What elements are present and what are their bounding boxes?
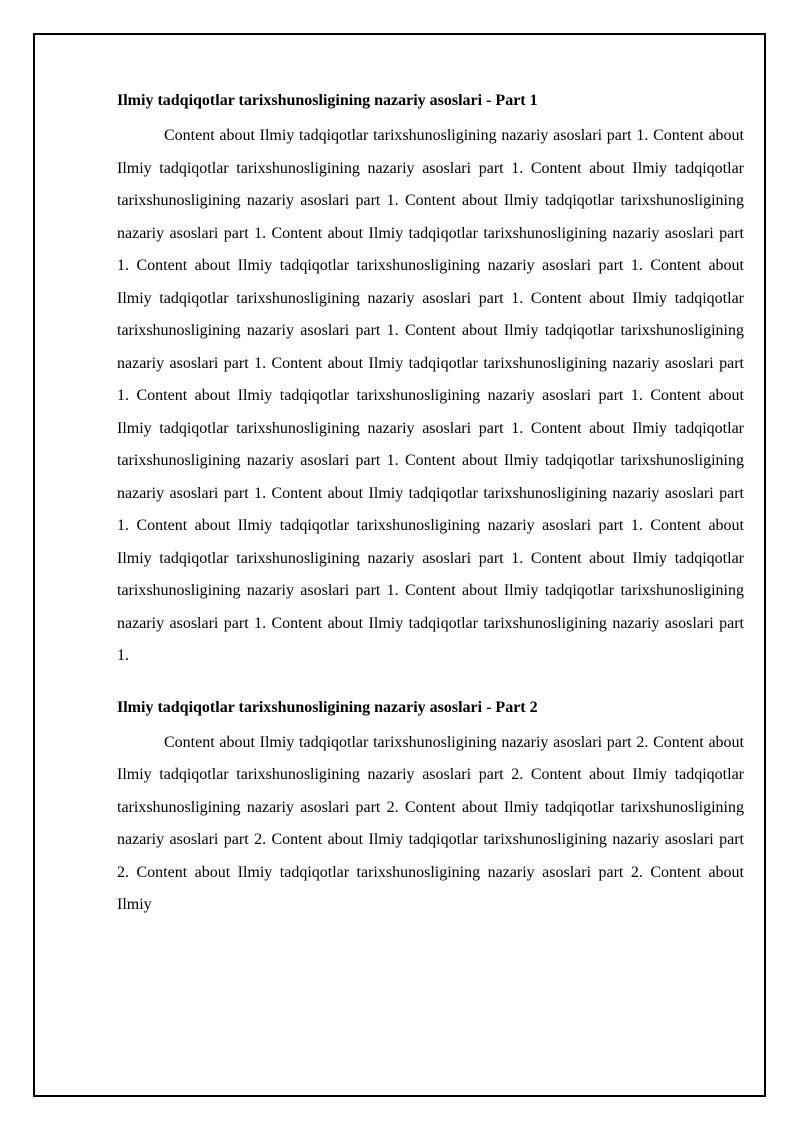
section-heading-part-2: Ilmiy tadqiqotlar tarixshunosligining nazariy asoslari - Part 2 bbox=[117, 698, 538, 716]
section-divider-space bbox=[117, 673, 744, 697]
page-frame bbox=[33, 33, 766, 1097]
section-heading-part-1: Ilmiy tadqiqotlar tarixshunosligining nazariy asoslari - Part 1 bbox=[117, 92, 538, 109]
document-content bbox=[117, 90, 744, 922]
section-body-part-2: Content about Ilmiy tadqiqotlar tarixshunosligining nazariy asoslari part 2. Content about Ilmiy tadqiqotlar tarixshunosligining nazariy asoslari part 2. Content about Ilmiy tadqiqotlar tarixshunosligining nazariy asoslari part 2. Content about Ilmiy tadqiqotlar tarixshunosligining nazariy asoslari part 2. Content about Ilmiy tadqiqotlar tarixshunosligining nazariy asoslari part 2. Content about Ilmiy tadqiqotlar tarixshunosligining nazariy asoslari part 2. Content about Ilmiy bbox=[117, 733, 744, 913]
section-body-part-1: Content about Ilmiy tadqiqotlar tarixshunosligining nazariy asoslari part 1. Content about Ilmiy tadqiqotlar tarixshunosligining nazariy asoslari part 1. Content about Ilmiy tadqiqotlar tarixshunosligining nazariy asoslari part 1. Content about Ilmiy tadqiqotlar tarixshunosligining nazariy asoslari part 1. Content about Ilmiy tadqiqotlar tarixshunosligining nazariy asoslari part 1. Content about Ilmiy tadqiqotlar tarixshunosligining nazariy asoslari part 1. Content about Ilmiy tadqiqotlar tarixshunosligining nazariy asoslari part 1. Content about Ilmiy tadqiqotlar tarixshunosligining nazariy asoslari part 1. Content about Ilmiy tadqiqotlar tarixshunosligining nazariy asoslari part 1. Content about Ilmiy tadqiqotlar tarixshunosligining nazariy asoslari part 1. Content about Ilmiy tadqiqotlar tarixshunosligining nazariy asoslari part 1. Content about Ilmiy tadqiqotlar tarixshunosligining nazariy asoslari part 1. Content about Ilmiy tadqiqotlar tarixshunosligining nazariy asoslari part 1. Content about Ilmiy tadqiqotlar tarixshunosligining nazariy asoslari part 1. Content about Ilmiy tadqiqotlar tarixshunosligining nazariy asoslari part 1. Content about Ilmiy tadqiqotlar tarixshunosligining nazariy asoslari part 1. Content about Ilmiy tadqiqotlar tarixshunosligining nazariy asoslari part 1. Content about Ilmiy tadqiqotlar tarixshunosligining nazariy asoslari part 1. Content about Ilmiy tadqiqotlar tarixshunosligining nazariy asoslari part 1. Content about Ilmiy tadqiqotlar tarixshunosligining nazariy asoslari part 1. bbox=[117, 127, 744, 664]
